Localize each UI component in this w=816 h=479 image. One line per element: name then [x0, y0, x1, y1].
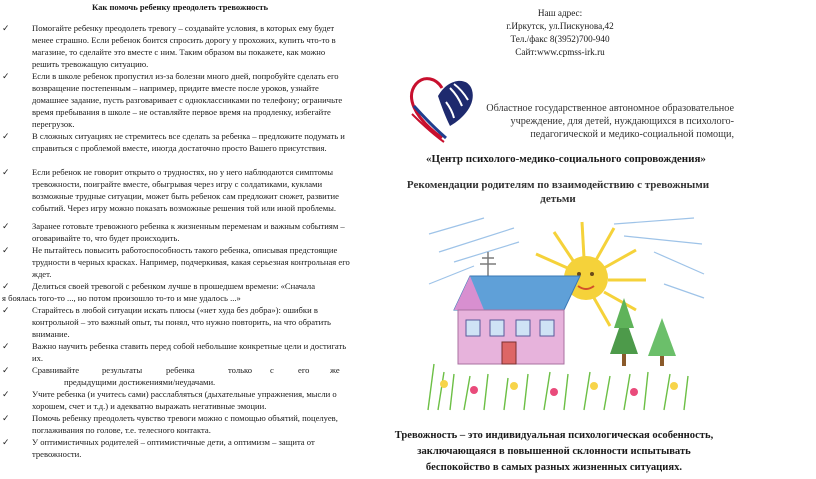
- tip-item-9: Важно научить ребенка ставить перед собой небольшие конкретные цели и достигать их.: [32, 341, 347, 363]
- grass-strokes: [428, 364, 688, 410]
- footer-line: беспокойство в самых разных жизненных ситуациях.: [425, 462, 683, 473]
- checkmark-icon: ✓: [2, 389, 10, 399]
- checkmark-icon: ✓: [2, 341, 10, 351]
- checkmark-icon: ✓: [2, 221, 10, 231]
- checkmark-icon: ✓: [2, 245, 10, 255]
- tip-item-6: Не пытайтесь повысить работоспособность такого ребенка, описывая предстоящие трудности в черных красках. Например, подчеркивая, какая серьезная контрольная его ждет.: [32, 245, 350, 279]
- compare-word: только: [228, 365, 253, 375]
- tip-item-3: В сложных ситуациях не стремитесь все сделать за ребенка – предложите подумать и справиться с проблемой вместе, иногда достаточно просто Вашего присутствия.: [32, 131, 345, 153]
- checkmark-icon: ✓: [2, 281, 10, 291]
- checkmark-icon: ✓: [2, 365, 10, 375]
- checkmark-icon: ✓: [2, 437, 10, 447]
- organization-name: [484, 102, 734, 141]
- center-logo-icon: [402, 66, 482, 146]
- address-heading: Наш адрес:: [537, 8, 583, 18]
- org-line: учреждение, для детей, нуждающихся в психолого-: [510, 116, 734, 127]
- checkmark-icon: ✓: [2, 305, 10, 315]
- tip-item-11: Учите ребенка (и учитесь сами) расслабляться (дыхательные упражнения, мысли о хорошем, счет и т.д.) и адекватно выражать негативные эмоции.: [32, 389, 337, 411]
- tip-item-8: Старайтесь в любой ситуации искать плюсы («нет худа без добра»): ошибки в контрольной – это важный опыт, ты понял, что нужно повторить, на что обратить внимание.: [32, 305, 331, 339]
- center-name: «Центр психолого-медико-социального сопровождения»: [426, 153, 706, 165]
- footer-line: Тревожность – это индивидуальная психологическая особенность,: [394, 430, 714, 441]
- tip-item-13: У оптимистичных родителей – оптимистичные дети, а оптимизм – защита от тревожности.: [32, 437, 315, 459]
- compare-word: результаты: [102, 365, 143, 375]
- org-line: педагогической и медико-социальной помощи,: [530, 129, 734, 140]
- brochure-title-line: Рекомендации родителям по взаимодействию с тревожными: [406, 179, 710, 191]
- checkmark-icon: ✓: [2, 167, 10, 177]
- compare-word: ребенка: [166, 365, 195, 375]
- org-line: Областное государственное автономное образовательное: [486, 103, 734, 114]
- checkmark-icon: ✓: [2, 131, 10, 141]
- house-door: [502, 342, 516, 364]
- brochure-title-line: детьми: [540, 193, 576, 205]
- tip-item-10-line2: предыдущими достижениями/неудачами.: [64, 377, 216, 387]
- brochure-title: [400, 178, 716, 206]
- tip-item-7: Делиться своей тревогой с ребенком лучше в прошедшем времени: «Сначала: [32, 281, 316, 291]
- address-street: г.Иркутск, ул.Пискунова,42: [506, 21, 614, 31]
- tip-item-1: Помогайте ребенку преодолеть тревогу – создавайте условия, в которых ему будет менее страшно. Если ребенок боится спросить дорогу у прохожих, купить что-то в магазине, то сделайте это вместе с ним. Таким образом вы покажете, как можно решить тревожащую ситуацию.: [32, 23, 336, 69]
- tip-item-2: Если в школе ребенок пропустил из-за болезни много дней, попробуйте сделать его возвращение постепенным – например, придите вместе после уроков, узнайте домашнее задание, пусть разговаривает с одноклассниками по телефону; ограничьте время пребывания в школе – не оставляйте первое время на продленку, избегайте перегрузок.: [32, 71, 343, 129]
- left-title: Как помочь ребенку преодолеть тревожность: [91, 2, 269, 12]
- footer-definition: [376, 428, 732, 476]
- tip-item-7-continuation: я боялась того-то ..., но потом произошло то-то и мне удалось ...»: [2, 293, 241, 303]
- left-column: [0, 0, 360, 479]
- checkmark-icon: ✓: [2, 23, 10, 33]
- tree-icon: [648, 318, 676, 366]
- compare-word: же: [330, 365, 340, 375]
- address-website: Сайт:www.cpmss-irk.ru: [515, 47, 605, 57]
- child-drawing-illustration: [424, 214, 706, 416]
- checkmark-icon: ✓: [2, 413, 10, 423]
- address-phone: Тел./факс 8(3952)700-940: [510, 34, 610, 44]
- tip-item-5: Заранее готовьте тревожного ребенка к жизненным переменам и важным событиям – оговаривайте то, что будет происходить.: [32, 221, 345, 243]
- address-block: [490, 7, 630, 59]
- compare-word: с: [270, 365, 274, 375]
- compare-word: его: [298, 365, 310, 375]
- checkmark-icon: ✓: [2, 71, 10, 81]
- tip-item-10: Сравнивайте: [32, 365, 80, 375]
- antenna-icon: [480, 252, 496, 278]
- footer-line: заключающаяся в повышенной склонности испытывать: [417, 446, 691, 457]
- flowers-icon: [440, 380, 678, 396]
- tip-item-4: Если ребенок не говорит открыто о трудностях, но у него наблюдаются симптомы тревожности, поиграйте вместе, обыгрывая через игру с солдатиками, куклами возможные трудные ситуации, может быть ребенок сам предложит сюжет, развитие событий. Через игру можно показать возможные решения той или иной проблемы.: [32, 167, 339, 213]
- tip-item-12: Помочь ребенку преодолеть чувство тревоги можно с помощью объятий, поцелуев, поглаживания по голове, т.е. телесного контакта.: [32, 413, 338, 435]
